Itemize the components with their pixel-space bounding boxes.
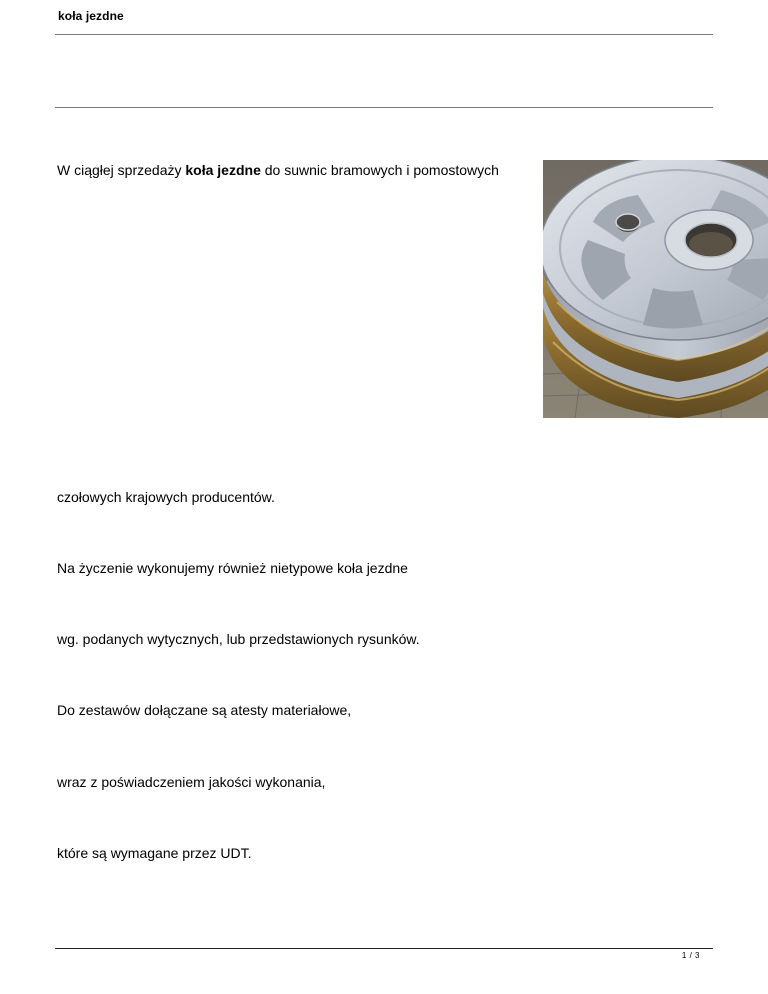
body-line: wg. podanych wytycznych, lub przedstawionych rysunków. — [57, 631, 420, 647]
intro-text-before: W ciągłej sprzedaży — [57, 162, 186, 178]
body-line: Do zestawów dołączane są atesty materiałowe, — [57, 702, 352, 718]
header-divider — [55, 34, 713, 35]
intro-text-after: do suwnic bramowych i pomostowych — [260, 162, 499, 178]
body-line: wraz z poświadczeniem jakości wykonania, — [57, 774, 326, 790]
body-line: czołowych krajowych producentów. — [57, 489, 275, 505]
footer-divider — [55, 948, 713, 949]
body-line: które są wymagane przez UDT. — [57, 845, 252, 861]
body-line: Na życzenie wykonujemy również nietypowe koła jezdne — [57, 560, 408, 576]
page-number: 1 / 3 — [681, 951, 700, 960]
crane-wheel-photo — [543, 160, 768, 418]
intro-paragraph — [57, 162, 499, 179]
section-divider — [55, 107, 713, 108]
intro-bold-term: koła jezdne — [185, 162, 261, 178]
page-title: koła jezdne — [58, 9, 124, 23]
